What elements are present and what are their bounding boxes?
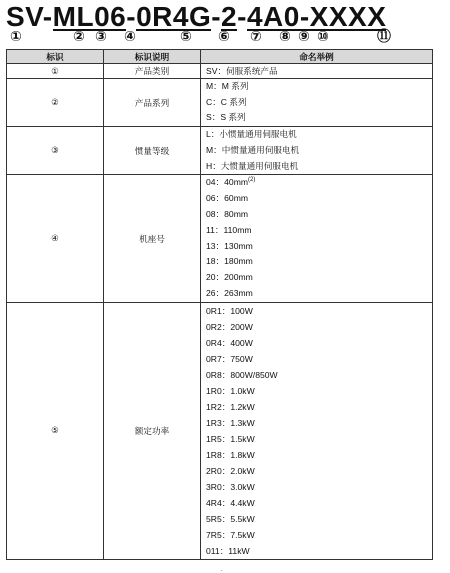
example-line: 1R2：1.2kW [206,401,255,412]
code-dash: - [237,1,247,32]
example-line: 7R5：7.5kW [206,529,255,540]
example-line [206,175,432,191]
table-header-row [7,50,433,64]
example-line: 0R1：100W [206,305,253,316]
example-line: H：大惯量通用伺服电机 [206,160,299,171]
example-line: 20：200mm [206,272,253,283]
row-id: ⑤ [7,302,104,559]
page-mark: . [221,567,223,573]
marker-4: ④ [124,28,136,44]
row-description: 产品系列 [104,79,201,127]
example-line: 06：60mm [206,193,249,204]
example-line: L：小惯量通用伺服电机 [206,129,297,140]
example-line: 1R3：1.3kW [206,417,255,428]
example-line: 011：11kW [206,545,250,556]
example-text: 04：40mm [206,177,249,188]
marker-row [0,27,450,47]
example-line: 13：130mm [206,240,253,251]
code-2: 2 [221,1,238,32]
row-description: 额定功率 [104,302,201,559]
table-row [7,64,433,79]
example-line: 0R8：800W/850W [206,369,278,380]
table-row [7,79,433,127]
marker-2: ② [73,28,85,44]
example-line: 0R2：200W [206,321,253,332]
marker-9: ⑨ [298,28,310,44]
row-examples [201,79,433,127]
code-power: 0R4 [136,1,189,32]
example-line: 1R5：1.5kW [206,433,255,444]
example-line: C：C 系列 [206,96,247,107]
marker-10: ⑩ [317,28,329,44]
example-line: SV：伺服系统产品 [206,66,278,76]
marker-11: ⑪ [377,28,391,44]
marker-7: ⑦ [250,28,262,44]
code-4: 4 [246,1,264,32]
example-line: 1R0：1.0kW [206,385,255,396]
row-examples [201,302,433,559]
example-line: 5R5：5.5kW [206,513,255,524]
code-dash: - [126,1,137,32]
example-line: 0R7：750W [206,353,253,364]
header-id: 标识 [7,50,104,64]
row-examples [201,175,433,303]
code-frame: 06 [94,1,127,32]
example-line: 1R8：1.8kW [206,449,255,460]
table-row [7,127,433,175]
example-line: M：M 系列 [206,81,249,91]
header-examples: 命名举例 [201,50,433,64]
row-id: ② [7,79,104,127]
example-line: 18：180mm [206,256,253,267]
example-line: 08：80mm [206,208,249,219]
table-row [7,175,433,303]
code-a: A [263,1,284,32]
marker-5: ⑤ [180,28,192,44]
example-line: S：S 系列 [206,112,246,123]
code-suffix: -XXXX [299,1,387,32]
row-description: 惯量等级 [104,127,201,175]
marker-1: ① [10,28,22,44]
code-dash: - [211,1,222,32]
example-line: 3R0：3.0kW [206,481,255,492]
example-line: 11：110mm [206,224,252,235]
row-id: ④ [7,175,104,303]
example-line: 26：263mm [206,288,253,299]
code-0: 0 [283,1,300,32]
code-g: G [188,1,212,32]
example-line: M：中惯量通用伺服电机 [206,144,300,155]
marker-6: ⑥ [218,28,230,44]
row-examples [201,64,433,79]
header-description: 标识说明 [104,50,201,64]
example-line: 2R0：2.0kW [206,465,255,476]
row-examples [201,127,433,175]
naming-table [6,49,433,560]
table-row [7,302,433,559]
code-prefix: SV- [6,1,53,32]
marker-8: ⑧ [279,28,291,44]
row-id: ③ [7,127,104,175]
row-description: 产品类别 [104,64,201,79]
example-line: 0R4：400W [206,337,253,348]
footnote-marker: (2) [248,177,256,184]
example-line: 4R4：4.4kW [206,497,255,508]
row-description: 机座号 [104,175,201,303]
code-series: ML [52,1,95,32]
row-id: ① [7,64,104,79]
marker-3: ③ [95,28,107,44]
